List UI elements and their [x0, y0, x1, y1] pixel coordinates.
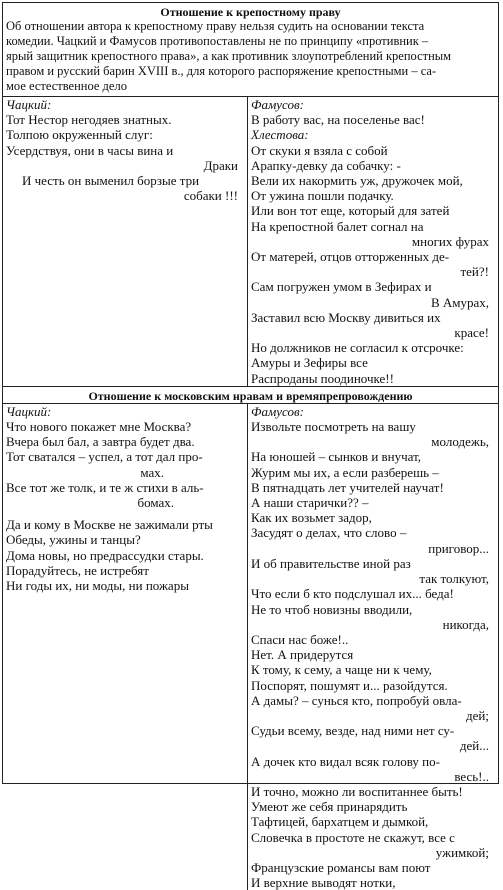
section-1-header — [3, 3, 498, 97]
quote-line: От скуки я взяла с собой — [251, 142, 388, 158]
intro-line: Об отношении автора к крепостному праву нельзя судить на основании текста — [6, 19, 425, 33]
quote-line: Нет. А придерутся — [251, 647, 354, 663]
famusov-khlestova-quote — [248, 97, 498, 386]
quote-line: Распроданы поодиночке!! — [251, 370, 394, 386]
quote-line: Как их возьмет задор, — [251, 510, 372, 526]
quote-line: красе! — [454, 325, 489, 341]
quote-line: А дочек кто видал всяк голову по- — [251, 753, 440, 769]
quote-line: Извольте посмотреть на вашу — [251, 419, 416, 435]
quote-line: А дамы? – сунься кто, попробуй овла- — [251, 692, 462, 708]
spacer — [6, 510, 244, 517]
quote-line: Судьи всему, везде, над ними нет су- — [251, 723, 455, 739]
quote-line: Журим мы их, а если разберешь – — [251, 464, 439, 480]
quote-line: Или вон тот еще, который для затей — [251, 203, 450, 219]
famusov-quote-2 — [248, 404, 498, 890]
quote-line: В работу вас, на поселенье вас! — [251, 112, 425, 128]
quote-line: никогда, — [442, 616, 489, 632]
quote-line: весь!.. — [454, 768, 489, 784]
chatsky-quote-2 — [3, 404, 248, 890]
quote-line: Усердствуя, они в часы вина и — [6, 142, 174, 158]
section-2-title: Отношение к московским нравам и времяпрепровождению — [88, 388, 413, 403]
quote-line: Умеют же себя принарядить — [251, 799, 408, 815]
quote-line: В пятнадцать лет учителей научат! — [251, 479, 444, 495]
quote-line: Тафтицей, бархатцем и дымкой, — [251, 814, 429, 830]
quote-line: Арапку-девку да собачку: - — [251, 157, 401, 173]
quote-line: Толпою окруженный слуг: — [6, 127, 153, 143]
intro-line: ярый защитник крепостного права», а как противник злоупотреблений крепостным — [6, 49, 452, 63]
quote-line: Амуры и Зефиры все — [251, 355, 368, 371]
quote-line: Порадуйтесь, не истребят — [6, 562, 149, 578]
quote-line: Дома новы, но предрассудки стары. — [6, 547, 204, 563]
quote-line: Словечка в простоте не скажут, все с — [251, 829, 455, 845]
quote-line: Сам погружен умом в Зефирах и — [251, 279, 432, 295]
quote-line: молодежь, — [431, 434, 489, 450]
quote-line: И точно, можно ли воспитаннее быть! — [251, 783, 463, 799]
quote-line: От матерей, отцов отторженных де- — [251, 249, 450, 265]
quote-line: Тот сватался – успел, а тот дал про- — [6, 449, 203, 465]
quote-line: Засудят о делах, что слово – — [251, 525, 407, 541]
quote-line: А наши старички?? – — [251, 495, 369, 511]
intro-line: правом и русский барин XVIII в., для которого распоряжение крепостными – са- — [6, 64, 437, 78]
quote-line: Драки — [203, 157, 238, 173]
section-2-quotes — [3, 404, 498, 890]
quote-line: Что нового покажет мне Москва? — [6, 419, 192, 435]
quote-line: Да и кому в Москве не зажимали рты — [6, 517, 213, 533]
quote-line: ужимкой; — [435, 844, 489, 860]
quote-line: На крепостной балет согнал на — [251, 218, 424, 234]
intro-line: комедии. Чацкий и Фамусов противопоставлены не по принципу «противник – — [6, 34, 429, 48]
quote-line: тей?! — [460, 264, 489, 280]
speaker-label: Чацкий: — [6, 403, 52, 419]
quote-line: Тот Нестор негодяев знатных. — [6, 112, 172, 128]
speaker-label: Хлестова: — [251, 127, 309, 143]
speaker-label: Фамусов: — [251, 97, 304, 112]
section-2-header — [3, 387, 498, 404]
intro-line: мое естественное дело — [6, 79, 127, 93]
quote-line: Но должников не согласил к отсрочке: — [251, 340, 464, 356]
quote-line: Поспорят, пошумят и... разойдутся. — [251, 677, 448, 693]
quote-line: Не то чтоб новизны вводили, — [251, 601, 413, 617]
quote-line: собаки !!! — [183, 188, 238, 204]
speaker-label: Чацкий: — [6, 97, 52, 112]
quote-line: Спаси нас боже!.. — [251, 631, 349, 647]
quote-line: На юношей – сынков и внучат, — [251, 449, 422, 465]
quote-line: приговор... — [428, 540, 489, 556]
comparison-table — [2, 2, 499, 890]
quote-line: дей; — [466, 707, 489, 723]
quote-line: И верхние выводят нотки, — [251, 875, 396, 890]
quote-line: многих фурах — [411, 233, 489, 249]
quote-line: так толкуют, — [419, 571, 489, 587]
quote-line: И честь он выменил борзые три — [22, 173, 200, 189]
quote-line: К тому, к сему, а чаще ни к чему, — [251, 662, 432, 678]
section-1-quotes — [3, 97, 498, 387]
quote-line: От ужина пошли подачку. — [251, 188, 394, 204]
quote-line: бомах. — [137, 495, 174, 511]
quote-line: В Амурах, — [430, 294, 489, 310]
chatsky-quote-1 — [3, 97, 248, 386]
quote-line: Что если б кто подслушал их... беда! — [251, 586, 454, 602]
quote-line: Все тот же толк, и те ж стихи в аль- — [6, 479, 204, 495]
quote-line: Французские романсы вам поют — [251, 859, 431, 875]
quote-line: И об правительстве иной раз — [251, 555, 411, 571]
quote-line: дей... — [459, 738, 489, 754]
section-1-title: Отношение к крепостному праву — [160, 5, 341, 19]
quote-line: Обеды, ужины и танцы? — [6, 532, 141, 548]
quote-line: Ни годы их, ни моды, ни пожары — [6, 578, 189, 594]
quote-line: мах. — [140, 464, 164, 480]
quote-line: Заставил всю Москву дивиться их — [251, 309, 441, 325]
quote-line: Вчера был бал, а завтра будет два. — [6, 434, 195, 450]
quote-line: Вели их накормить уж, дружочек мой, — [251, 173, 463, 189]
section-1-intro — [3, 19, 498, 96]
speaker-label: Фамусов: — [251, 403, 304, 419]
